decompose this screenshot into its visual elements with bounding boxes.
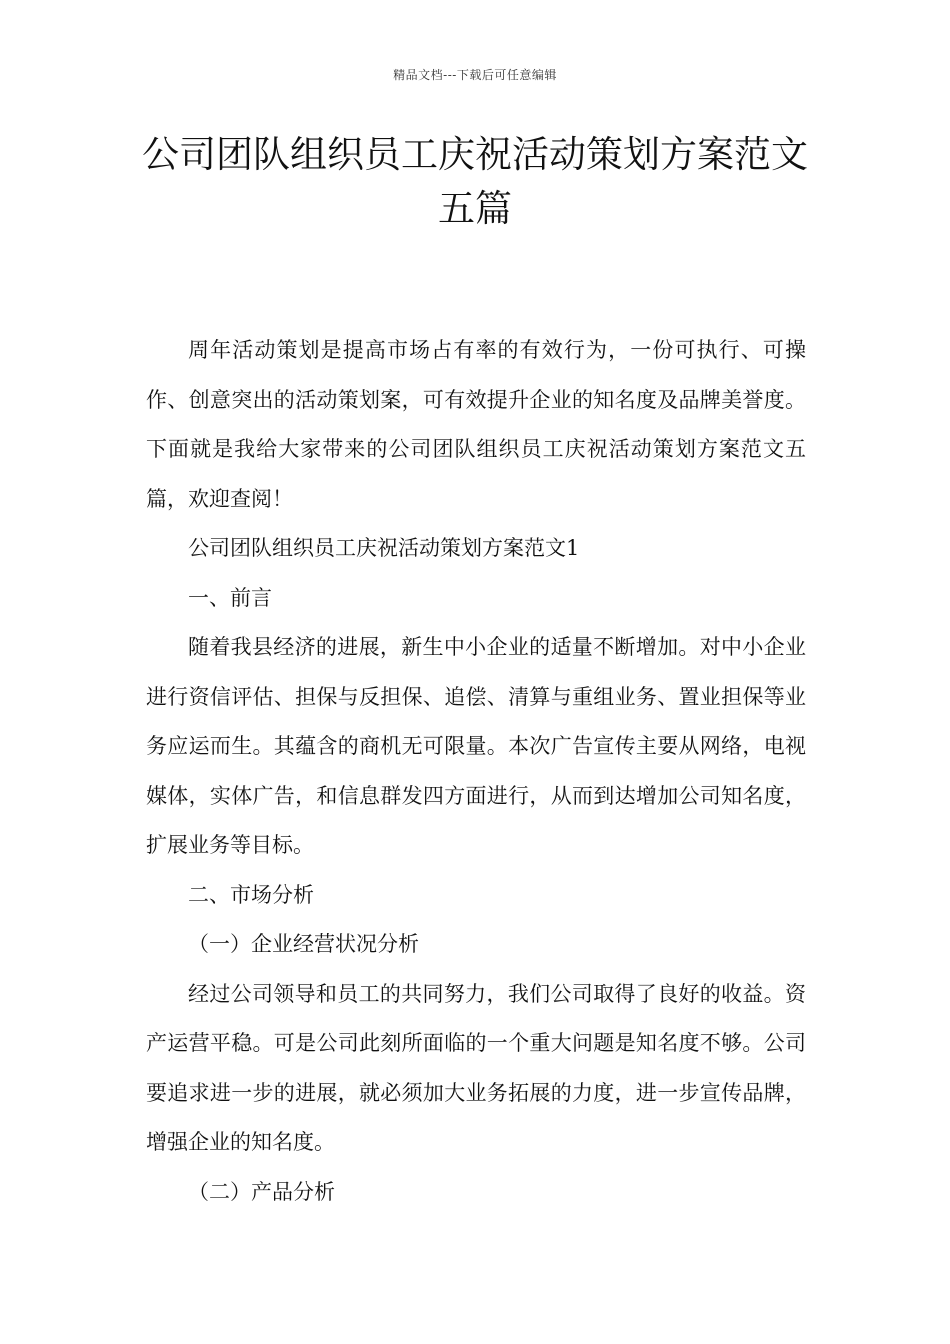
paragraph-preface: 随着我县经济的进展，新生中小企业的适量不断增加。对中小企业进行资信评估、担保与反担保、追偿、清算与重组业务、置业担保等业务应运而生。其蕴含的商机无可限量。本次广告宣传主要从网络，电视媒体，实体广告，和信息群发四方面进行，从而到达增加公司知名度，扩展业务等目标。 xyxy=(146,635,806,857)
header-note: 精品文档---下载后可任意编辑 xyxy=(393,68,557,82)
section-heading-fanwen-1: 公司团队组织员工庆祝活动策划方案范文1 xyxy=(188,536,580,560)
section-heading-market-analysis: 二、市场分析 xyxy=(188,882,314,907)
subheading-product-analysis: （二）产品分析 xyxy=(188,1179,335,1204)
document-title: 公司团队组织员工庆祝活动策划方案范文五篇 xyxy=(142,133,808,230)
paragraph-business-status: 经过公司领导和员工的共同努力，我们公司取得了良好的收益。资产运营平稳。可是公司此刻所面临的一个重大问题是知名度不够。公司要追求进一步的进展，就必须加大业务拓展的力度，进一步宣传品牌，增强企业的知名度。 xyxy=(146,981,806,1154)
intro-paragraph: 周年活动策划是提高市场占有率的有效行为，一份可执行、可操作、创意突出的活动策划案，可有效提升企业的知名度及品牌美誉度。下面就是我给大家带来的公司团队组织员工庆祝活动策划方案范文五篇，欢迎查阅！ xyxy=(146,338,806,511)
section-heading-preface: 一、前言 xyxy=(188,585,272,610)
subheading-business-status: （一）企业经营状况分析 xyxy=(188,932,419,956)
document-body xyxy=(146,326,806,1217)
